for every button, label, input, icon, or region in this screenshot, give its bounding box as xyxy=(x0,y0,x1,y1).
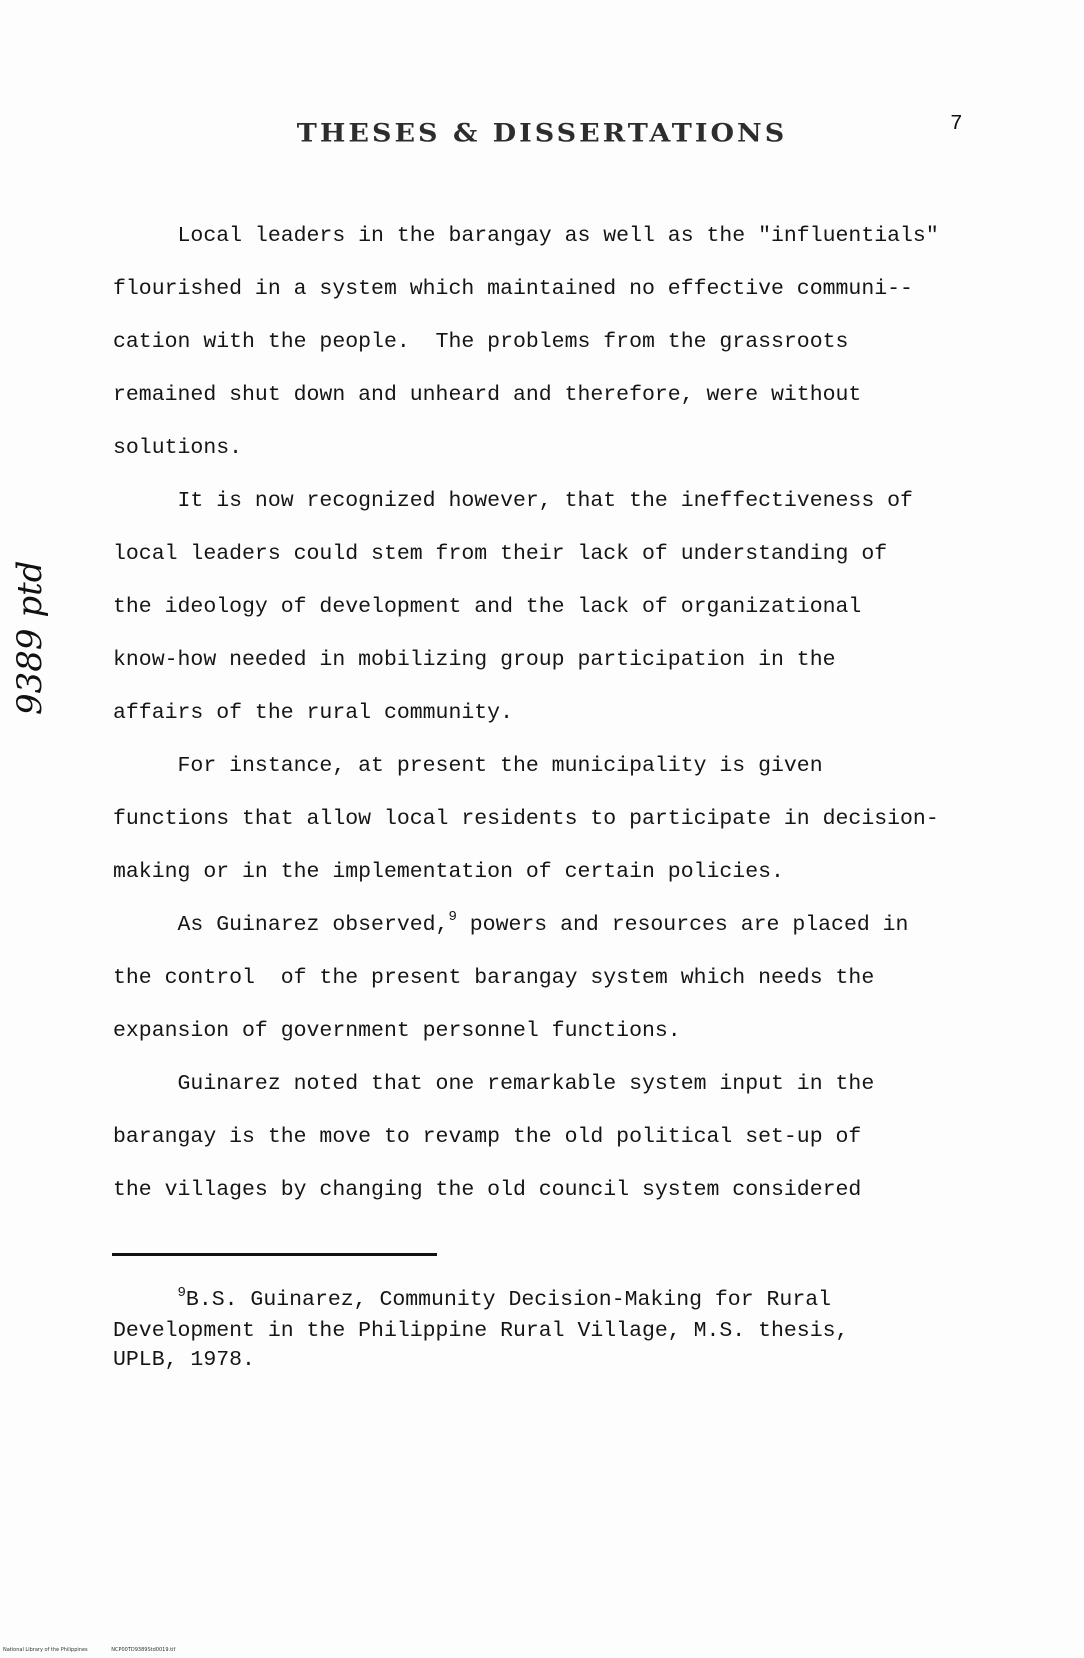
text-line: expansion of government personnel functions. xyxy=(113,1019,681,1043)
text-line: Guinarez noted that one remarkable system input in the xyxy=(113,1072,875,1096)
footnote xyxy=(113,1286,973,1375)
text-line: the control of the present barangay system which needs the xyxy=(113,966,875,990)
text-line: remained shut down and unheard and therefore, were without xyxy=(113,383,862,407)
text-segment: As Guinarez observed, xyxy=(113,913,449,937)
footnote-reference: 9 xyxy=(448,909,457,925)
text-line: flourished in a system which maintained no effective communi-- xyxy=(113,277,913,301)
text-line: It is now recognized however, that the ineffectiveness of xyxy=(113,489,913,513)
text-line: Local leaders in the barangay as well as the "influentials" xyxy=(113,224,939,248)
paragraph-2 xyxy=(113,475,973,740)
text-line: know-how needed in mobilizing group participation in the xyxy=(113,648,836,672)
theses-dissertations-stamp: THESES & DISSERTATIONS xyxy=(296,118,788,149)
text-line: cation with the people. The problems from the grassroots xyxy=(113,330,849,354)
text-line: For instance, at present the municipality is given xyxy=(113,754,823,778)
footnote-line xyxy=(113,1286,973,1317)
text-line: making or in the implementation of certain policies. xyxy=(113,860,784,884)
footnote-line: Development in the Philippine Rural Village, M.S. thesis, xyxy=(113,1319,849,1343)
footnote-text: B.S. Guinarez, Community Decision-Making for Rural xyxy=(185,1288,832,1312)
text-line: the villages by changing the old council system considered xyxy=(113,1178,862,1202)
text-segment: powers and resources are placed in xyxy=(456,913,909,937)
file-name: NCP00TD9389Std0019.tif xyxy=(111,1647,176,1653)
text-line-with-footnote-ref xyxy=(113,899,973,952)
page-number: 7 xyxy=(950,113,963,136)
footnote-marker: 9 xyxy=(177,1285,186,1301)
text-line: the ideology of development and the lack of organizational xyxy=(113,595,862,619)
handwritten-call-number: 9389 ptd xyxy=(10,560,50,715)
text-line: functions that allow local residents to participate in decision- xyxy=(113,807,939,831)
text-line: affairs of the rural community. xyxy=(113,701,513,725)
paragraph-4 xyxy=(113,899,973,1058)
paragraph-1 xyxy=(113,210,973,475)
library-name: National Library of the Philippines xyxy=(3,1647,88,1653)
footnote-line: UPLB, 1978. xyxy=(113,1348,255,1372)
footnote-divider xyxy=(112,1253,437,1256)
body-text xyxy=(113,210,973,1217)
library-footer xyxy=(3,1647,197,1653)
text-line: local leaders could stem from their lack of understanding of xyxy=(113,542,888,566)
text-line: barangay is the move to revamp the old political set-up of xyxy=(113,1125,862,1149)
paragraph-3 xyxy=(113,740,973,899)
paragraph-5 xyxy=(113,1058,973,1217)
text-line: solutions. xyxy=(113,436,243,460)
